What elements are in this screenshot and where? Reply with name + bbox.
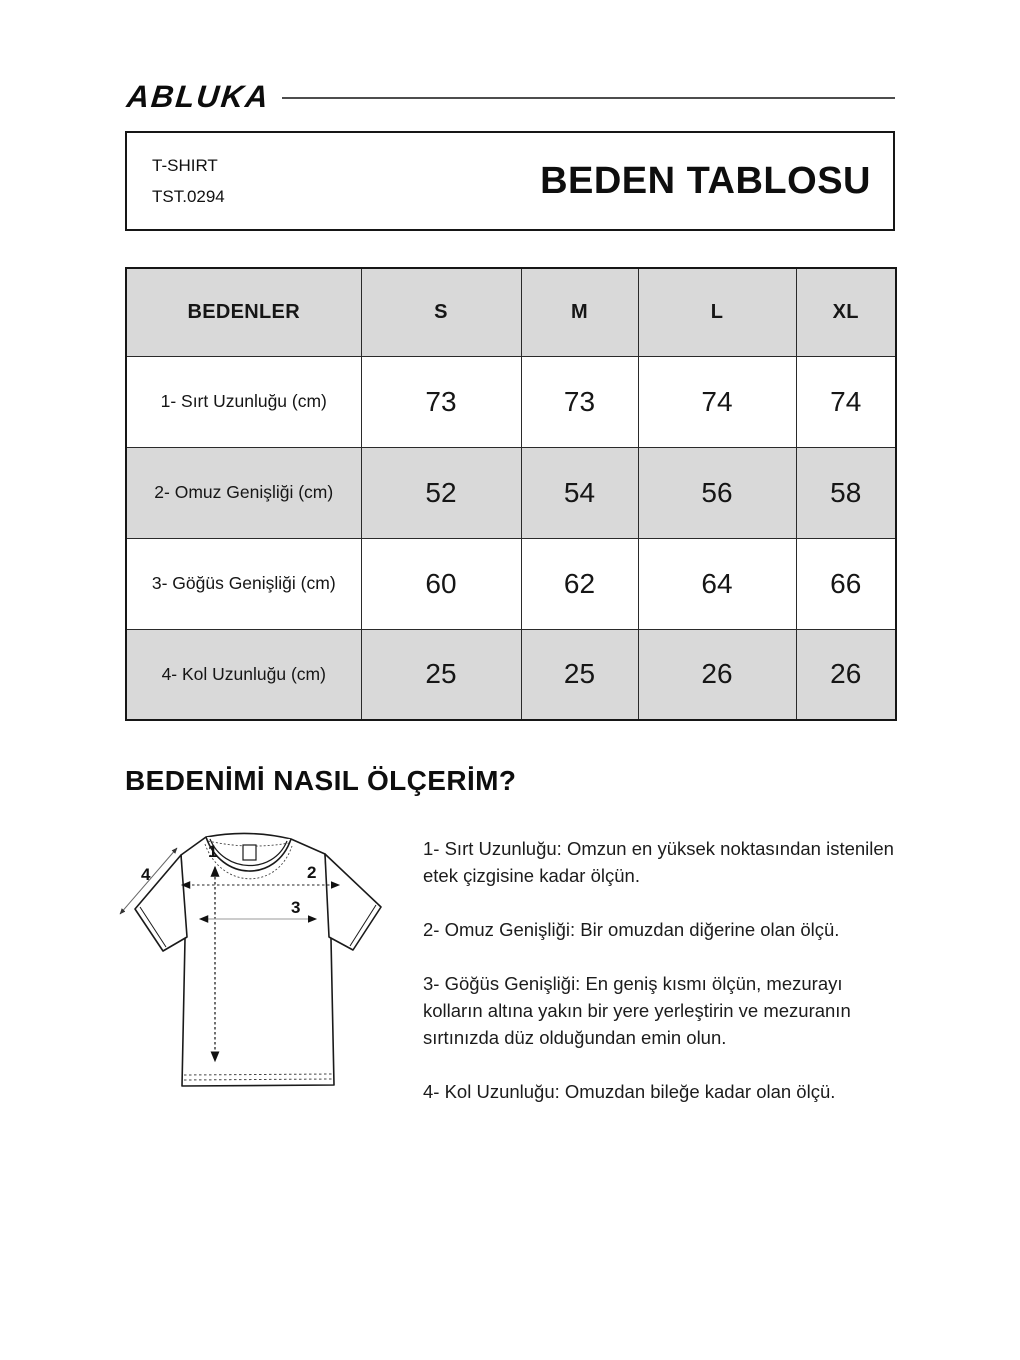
col-header-m: M [521, 268, 638, 356]
diagram-label-sleeve: 4 [141, 865, 151, 884]
size-table [125, 267, 897, 721]
how-to-section [125, 823, 895, 1132]
tshirt-diagram-svg [103, 823, 403, 1095]
instruction-back-length: 1- Sırt Uzunluğu: Omzun en yüksek noktasından istenilen etek çizgisine kadar ölçün. [423, 838, 894, 886]
instruction-sleeve-length: 4- Kol Uzunluğu: Omuzdan bileğe kadar olan ölçü. [423, 1081, 836, 1102]
brand-header [125, 79, 895, 114]
cell-value: 58 [796, 447, 896, 538]
cell-value: 60 [361, 538, 521, 629]
tshirt-diagram [103, 823, 403, 1100]
instruction-shoulder-width: 2- Omuz Genişliği: Bir omuzdan diğerine olan ölçü. [423, 919, 840, 940]
cell-value: 26 [796, 629, 896, 720]
cell-value: 54 [521, 447, 638, 538]
diagram-label-back: 1 [208, 842, 218, 861]
row-label: 1- Sırt Uzunluğu (cm) [126, 356, 361, 447]
row-label: 3- Göğüs Genişliği (cm) [126, 538, 361, 629]
col-header-bedenler: BEDENLER [126, 268, 361, 356]
size-table-header-row [126, 268, 896, 356]
table-row-shoulder-width [126, 447, 896, 538]
header-rule [282, 97, 895, 99]
cell-value: 25 [521, 629, 638, 720]
col-header-l: L [638, 268, 796, 356]
cell-value: 64 [638, 538, 796, 629]
diagram-label-chest: 3 [291, 898, 301, 917]
col-header-s: S [361, 268, 521, 356]
cell-value: 66 [796, 538, 896, 629]
how-to-heading: BEDENİMİ NASIL ÖLÇERİM? [125, 765, 517, 796]
title-box [125, 131, 895, 231]
instruction-chest-width: 3- Göğüs Genişliği: En geniş kısmı ölçün, mezurayı kolların altına yakın bir yere yerleştirin ve mezuranın sırtınızda düz olduğundan emin olun. [423, 973, 851, 1048]
row-label: 2- Omuz Genişliği (cm) [126, 447, 361, 538]
product-code: TST.0294 [152, 187, 225, 206]
cell-value: 52 [361, 447, 521, 538]
page-title: BEDEN TABLOSU [540, 159, 871, 202]
cell-value: 62 [521, 538, 638, 629]
col-header-xl: XL [796, 268, 896, 356]
collar-tag [243, 845, 256, 860]
product-info [152, 150, 225, 212]
table-row-sleeve-length [126, 629, 896, 720]
cell-value: 56 [638, 447, 796, 538]
instructions-list [423, 823, 895, 1132]
cell-value: 26 [638, 629, 796, 720]
diagram-label-shoulder: 2 [307, 863, 317, 882]
cell-value: 73 [361, 356, 521, 447]
cell-value: 74 [796, 356, 896, 447]
cell-value: 73 [521, 356, 638, 447]
product-type: T-SHIRT [152, 156, 218, 175]
brand-logo: ABLUKA [125, 79, 272, 114]
tshirt-right-sleeve [325, 854, 381, 950]
cell-value: 25 [361, 629, 521, 720]
row-label: 4- Kol Uzunluğu (cm) [126, 629, 361, 720]
cell-value: 74 [638, 356, 796, 447]
table-row-back-length [126, 356, 896, 447]
table-row-chest-width [126, 538, 896, 629]
